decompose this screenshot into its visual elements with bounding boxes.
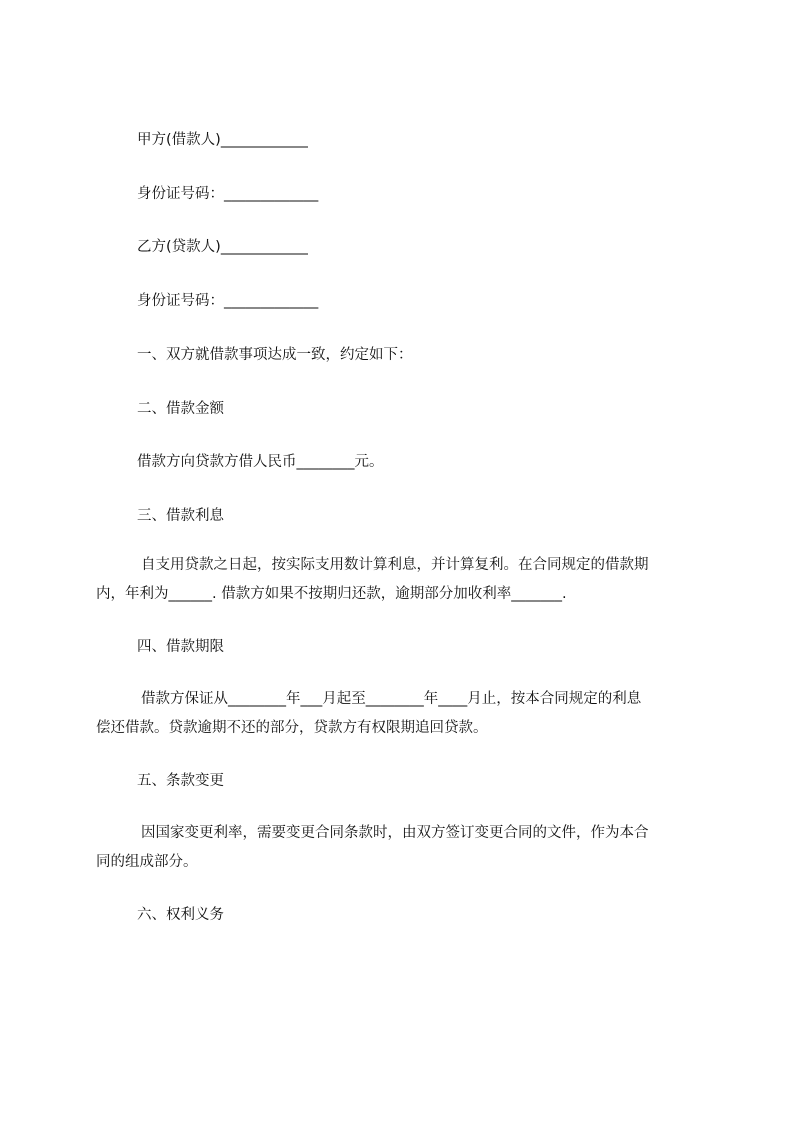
- section-6-heading: 六、权利义务: [137, 907, 224, 923]
- party-a-line: 甲方(借款人)____________: [137, 132, 308, 148]
- section-3-body-line-1: 自支用贷款之日起，按实际支用数计算利息，并计算复利。在合同规定的借款期: [141, 557, 649, 573]
- party-a-id-line: 身份证号码：_____________: [137, 186, 319, 202]
- section-2-heading: 二、借款金额: [137, 401, 224, 417]
- section-2-body: 借款方向贷款方借人民币________元。: [137, 454, 384, 470]
- section-5-heading: 五、条款变更: [137, 773, 224, 789]
- section-3-heading: 三、借款利息: [137, 508, 224, 524]
- section-4-heading: 四、借款期限: [137, 639, 224, 655]
- section-1-heading: 一、双方就借款事项达成一致，约定如下：: [137, 347, 413, 363]
- section-4-body-line-1: 借款方保证从________年___月起至________年____月止，按本合同规定的利息: [141, 691, 642, 707]
- section-5-body-line-2: 同的组成部分。: [96, 854, 198, 870]
- section-5-body-line-1: 因国家变更利率，需要变更合同条款时，由双方签订变更合同的文件，作为本合: [141, 825, 649, 841]
- section-5-body: [96, 819, 703, 877]
- section-4-body: [96, 685, 703, 743]
- party-b-line: 乙方(贷款人)____________: [137, 239, 308, 255]
- section-4-body-line-2: 偿还借款。贷款逾期不还的部分，贷款方有权限期追回贷款。: [96, 720, 488, 736]
- section-3-body: [96, 551, 703, 609]
- party-b-id-line: 身份证号码：_____________: [137, 293, 319, 309]
- section-3-body-line-2: 内，年利为______. 借款方如果不按期归还款，逾期部分加收利率_______.: [96, 586, 567, 602]
